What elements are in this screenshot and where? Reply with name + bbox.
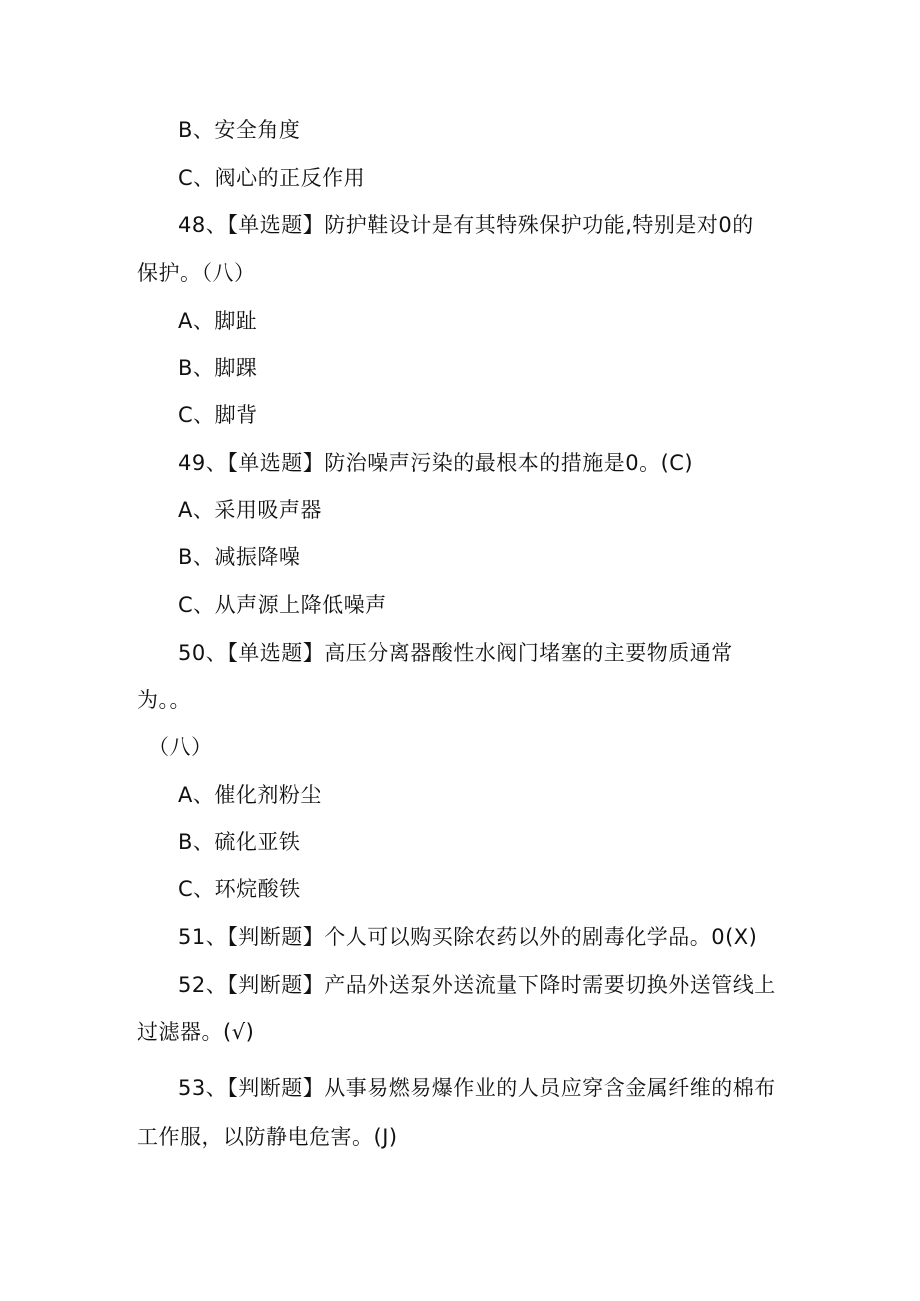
question-49: 49、【单选题】防治噪声污染的最根本的措施是0。(C) — [178, 451, 694, 475]
option-47-c: C、阀心的正反作用 — [178, 166, 366, 190]
question-53-continued: 工作服，以防静电危害。(J) — [137, 1125, 398, 1149]
option-48-a: A、脚趾 — [178, 309, 258, 333]
question-50: 50、【单选题】高压分离器酸性水阀门堵塞的主要物质通常 — [178, 641, 733, 665]
question-50-continued: 为。。 — [137, 688, 191, 712]
question-51: 51、【判断题】个人可以购买除农药以外的剧毒化学品。0(X) — [178, 925, 758, 949]
option-50-b: B、硫化亚铁 — [178, 830, 301, 854]
option-49-a: A、采用吸声器 — [178, 498, 322, 522]
option-49-c: C、从声源上降低噪声 — [178, 593, 387, 617]
question-50-answer: （八） — [148, 735, 213, 759]
option-48-c: C、脚背 — [178, 403, 258, 427]
option-48-b: B、脚踝 — [178, 356, 258, 380]
option-50-a: A、催化剂粉尘 — [178, 783, 322, 807]
question-52: 52、【判断题】产品外送泵外送流量下降时需要切换外送管线上 — [178, 973, 776, 997]
question-48-continued: 保护。（八） — [137, 261, 256, 285]
question-53: 53、【判断题】从事易燃易爆作业的人员应穿含金属纤维的棉布 — [178, 1076, 776, 1100]
question-52-continued: 过滤器。(√) — [137, 1020, 255, 1044]
question-48: 48、【单选题】防护鞋设计是有其特殊保护功能,特别是对0的 — [178, 213, 754, 237]
option-49-b: B、减振降噪 — [178, 545, 301, 569]
option-47-b: B、安全角度 — [178, 118, 301, 142]
option-50-c: C、环烷酸铁 — [178, 877, 301, 901]
